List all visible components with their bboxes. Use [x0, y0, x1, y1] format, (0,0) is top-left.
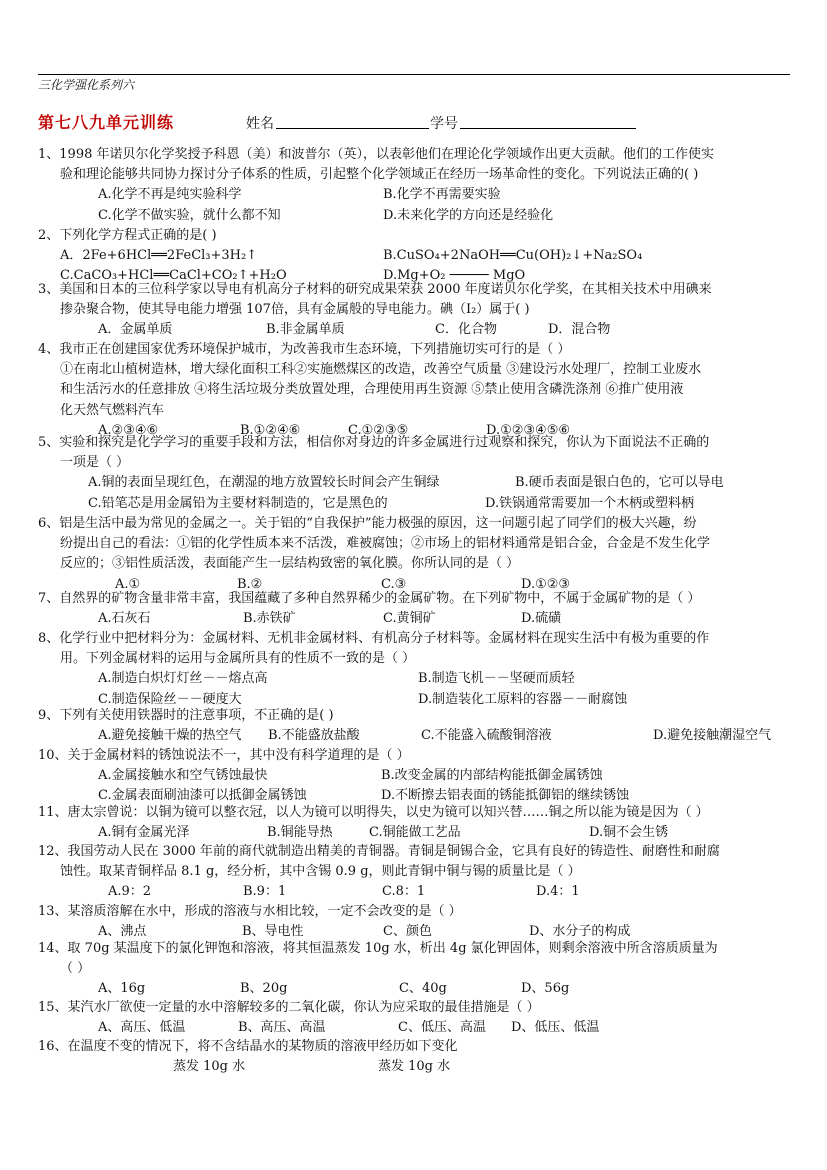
question-text: 验和理论能够共同协力探讨分子体系的性质，引起整个化学领域正在经历一场革命性的变化。下列说法正确的( )	[60, 167, 699, 183]
answer-option[interactable]: D.①②③④⑤⑥	[486, 422, 571, 438]
answer-option[interactable]: B.CuSO₄+2NaOH══Cu(OH)₂↓+Na₂SO₄	[383, 248, 643, 264]
question-11	[38, 803, 798, 843]
answer-option[interactable]: A.化学不再是纯实验科学	[98, 187, 242, 203]
answer-option[interactable]: A.避免接触干燥的热空气	[98, 728, 242, 744]
question-text: 5、实验和探究是化学学习的重要手段和方法，相信你对身边的许多金属进行过观察和探究，你认为下面说法不正确的	[38, 435, 710, 450]
answer-option[interactable]: C.CaCO₃+HCl══CaCl+CO₂↑+H₂O	[60, 268, 287, 284]
question-text: 掺杂聚合物，使其导电能力增强 107倍，具有金属般的导电能力。碘（I₂）属于( )	[60, 302, 530, 318]
question-text: 蚀性。取某青铜样品 8.1 g，经分析，其中含锡 0.9 g，则此青铜中铜与锡的质量比是（ ）	[60, 864, 581, 880]
question-text: ①在南北山植树造林，增大绿化面积工科②实施燃煤区的改造，改善空气质量 ③建设污水处理厂，控制工业废水	[60, 362, 702, 378]
question-15	[38, 998, 798, 1038]
question-14	[38, 939, 798, 1000]
question-4	[38, 340, 798, 441]
question-text: 7、自然界的矿物含量非常丰富，我国蕴藏了多种自然界稀少的金属矿物。在下列矿物中，不属于金属矿物的是（ ）	[38, 591, 701, 606]
question-text: 一项是（ ）	[60, 455, 130, 471]
name-label: 姓名	[246, 116, 274, 132]
answer-option[interactable]: B、导电性	[242, 924, 304, 940]
answer-option[interactable]: A、高压、低温	[98, 1020, 186, 1036]
answer-option[interactable]: A、16g	[98, 981, 146, 997]
answer-option[interactable]: C.①②③⑤	[348, 422, 409, 438]
question-text: 6、铝是生活中最为常见的金属之一。关于铝的“自我保护”能力极强的原因，这一问题引起了同学们的极大兴趣，纷	[38, 516, 697, 531]
question-text: 反应的；③铝性质活泼，表面能产生一层结构致密的氧化膜。你所认同的是（ ）	[60, 556, 520, 572]
answer-option[interactable]: B.①②④⑥	[240, 422, 301, 438]
answer-option[interactable]: C.化学不做实验，就什么都不知	[98, 207, 281, 223]
question-12	[38, 842, 798, 903]
answer-option[interactable]: C.不能盛入硫酸铜溶液	[421, 728, 552, 744]
answer-option[interactable]: B.化学不再需要实验	[383, 187, 501, 203]
question-text: 9、下列有关使用铁器时的注意事项，不正确的是( )	[38, 708, 334, 723]
answer-option[interactable]: C.8：1	[382, 884, 426, 900]
answer-option[interactable]: B、高压、高温	[238, 1020, 326, 1036]
question-7	[38, 589, 798, 629]
question-text: 和生活污水的任意排放 ④将生活垃圾分类放置处理，合理使用再生资源 ⑤禁止使用含磷洗涤剂 ⑥推广使用液	[60, 382, 684, 398]
question-text: 纷提出自己的看法：①铝的化学性质本来不活泼，难被腐蚀；②市场上的铝材料通常是铝合金，合金是不发生化学	[60, 536, 711, 552]
answer-option[interactable]: D.避免接触潮湿空气	[653, 728, 772, 744]
answer-option[interactable]: C.铜能做工艺品	[369, 825, 461, 841]
answer-option[interactable]: D、56g	[521, 981, 570, 997]
answer-option[interactable]: A.②③④⑥	[98, 422, 159, 438]
page-title: 第七八九单元训练	[38, 113, 175, 132]
question-9	[38, 706, 798, 746]
answer-option[interactable]: D.不断擦去铝表面的锈能抵御铝的继续锈蚀	[381, 788, 630, 804]
answer-option[interactable]: D．混合物	[548, 322, 611, 338]
header-rule	[38, 74, 790, 75]
answer-option[interactable]: C、低压、高温	[398, 1020, 486, 1036]
question-text: 2、下列化学方程式正确的是( )	[38, 228, 217, 243]
answer-option[interactable]: 蒸发 10g 水	[378, 1059, 451, 1075]
answer-option[interactable]: D.①②③	[521, 576, 571, 592]
answer-option[interactable]: D、水分子的构成	[529, 924, 631, 940]
answer-option[interactable]: D.制造装化工原料的容器－－耐腐蚀	[418, 691, 628, 707]
question-text: （ ）	[60, 961, 91, 977]
answer-option[interactable]: 蒸发 10g 水	[173, 1059, 246, 1075]
answer-option[interactable]: A.9：2	[108, 884, 152, 900]
question-text: 用。下列金属材料的运用与金属所具有的性质不一致的是（ ）	[60, 651, 416, 667]
answer-option[interactable]: C.③	[381, 576, 407, 592]
question-text: 化天然气燃料汽车	[60, 402, 165, 418]
answer-option[interactable]: C、颜色	[383, 924, 432, 940]
answer-option[interactable]: B.②	[237, 576, 263, 592]
question-text: 10、关于金属材料的锈蚀说法不一，其中没有科学道理的是（ ）	[38, 748, 410, 763]
question-8	[38, 629, 798, 710]
answer-option[interactable]: C.金属表面刷油漆可以抵御金属锈蚀	[98, 788, 307, 804]
answer-option[interactable]: D.未来化学的方向还是经验化	[383, 207, 554, 223]
answer-option[interactable]: C.铅笔芯是用金属铅为主要材料制造的，它是黑色的	[88, 495, 388, 511]
question-text: 15、某汽水厂欲使一定量的水中溶解较多的二氧化碳，你认为应采取的最佳措施是（ ）	[38, 1000, 540, 1015]
question-2	[38, 226, 798, 287]
name-blank[interactable]	[276, 128, 429, 129]
answer-option[interactable]: A、沸点	[98, 924, 147, 940]
answer-option[interactable]: B.制造飞机－－坚硬而质轻	[418, 671, 575, 687]
answer-option[interactable]: A．金属单质	[98, 322, 173, 338]
id-label: 学号	[430, 116, 458, 132]
answer-option[interactable]: A.①	[115, 576, 141, 592]
series-header: 三化学强化系列六	[38, 78, 135, 92]
answer-option[interactable]: A.金属接触水和空气锈蚀最快	[98, 768, 268, 784]
question-13	[38, 902, 798, 942]
answer-option[interactable]: B.改变金属的内部结构能抵御金属锈蚀	[381, 768, 603, 784]
answer-option[interactable]: C、40g	[399, 981, 447, 997]
question-3	[38, 280, 798, 341]
answer-option[interactable]: B.铜能导热	[267, 825, 333, 841]
answer-option[interactable]: A.制造白炽灯灯丝－－熔点高	[98, 671, 268, 687]
question-16	[38, 1037, 798, 1077]
answer-option[interactable]: B.赤铁矿	[243, 611, 296, 627]
question-5	[38, 433, 798, 514]
answer-option[interactable]: B、20g	[240, 981, 288, 997]
question-text: 16、在温度不变的情况下，将不含结晶水的某物质的溶液甲经历如下变化	[38, 1039, 458, 1054]
answer-option[interactable]: C.黄铜矿	[383, 611, 436, 627]
question-text: 4、我市正在创建国家优秀环境保护城市，为改善我市生态环境，下列措施切实可行的是（ ）	[38, 342, 571, 357]
answer-option[interactable]: D.4：1	[536, 884, 580, 900]
answer-option[interactable]: D.铜不会生锈	[589, 825, 669, 841]
answer-option[interactable]: B.不能盛放盐酸	[268, 728, 360, 744]
answer-option[interactable]: C．化合物	[435, 322, 497, 338]
answer-option[interactable]: D.Mg+O₂ ───── MgO	[383, 268, 526, 284]
answer-option[interactable]: A．2Fe+6HCl══2FeCl₃+3H₂↑	[60, 248, 258, 264]
question-1	[38, 145, 798, 226]
id-blank[interactable]	[460, 128, 636, 129]
answer-option[interactable]: D.铁锅通常需要加一个木柄或塑料柄	[485, 495, 695, 511]
question-text: 3、美国和日本的三位科学家以导电有机高分子材料的研究成果荣获 2000 年度诺贝尔化学奖，在其相关技术中用碘来	[38, 282, 712, 297]
question-6	[38, 514, 798, 595]
question-10	[38, 746, 798, 807]
answer-option[interactable]: C.制造保险丝－－硬度大	[98, 691, 242, 707]
question-text: 12、我国劳动人民在 3000 年前的商代就制造出精美的青铜器。青铜是铜锡合金，它具有良好的铸造性、耐磨性和耐腐	[38, 844, 720, 859]
question-text: 13、某溶质溶解在水中，形成的溶液与水相比较，一定不会改变的是（ ）	[38, 904, 462, 919]
question-text: 11、唐太宗曾说：以铜为镜可以整衣冠，以人为镜可以明得失，以史为镜可以知兴替……铜之所以能为镜是因为（ ）	[38, 805, 709, 820]
answer-option[interactable]: D.硫磺	[521, 611, 562, 627]
answer-option[interactable]: B.9：1	[243, 884, 287, 900]
answer-option[interactable]: B.非金属单质	[266, 322, 345, 338]
title-row	[38, 110, 798, 132]
question-text: 1、1998 年诺贝尔化学奖授予科恩（美）和波普尔（英），以表彰他们在理论化学领域作出更大贡献。他们的工作使实	[38, 147, 714, 162]
question-text: 14、取 70g 某温度下的氯化钾饱和溶液，将其恒温蒸发 10g 水，析出 4g 氯化钾固体，则剩余溶液中所含溶质质量为	[38, 941, 718, 956]
question-text: 8、化学行业中把材料分为：金属材料、无机非金属材料、有机高分子材料等。金属材料在现实生活中有极为重要的作	[38, 631, 710, 646]
answer-option[interactable]: D、低压、低温	[511, 1020, 600, 1036]
answer-option[interactable]: B.硬币表面是银白色的，它可以导电	[515, 475, 724, 491]
answer-option[interactable]: A.石灰石	[98, 611, 151, 627]
answer-option[interactable]: A.铜有金属光泽	[98, 825, 190, 841]
answer-option[interactable]: A.铜的表面呈现红色，在潮湿的地方放置较长时间会产生铜绿	[88, 475, 440, 491]
